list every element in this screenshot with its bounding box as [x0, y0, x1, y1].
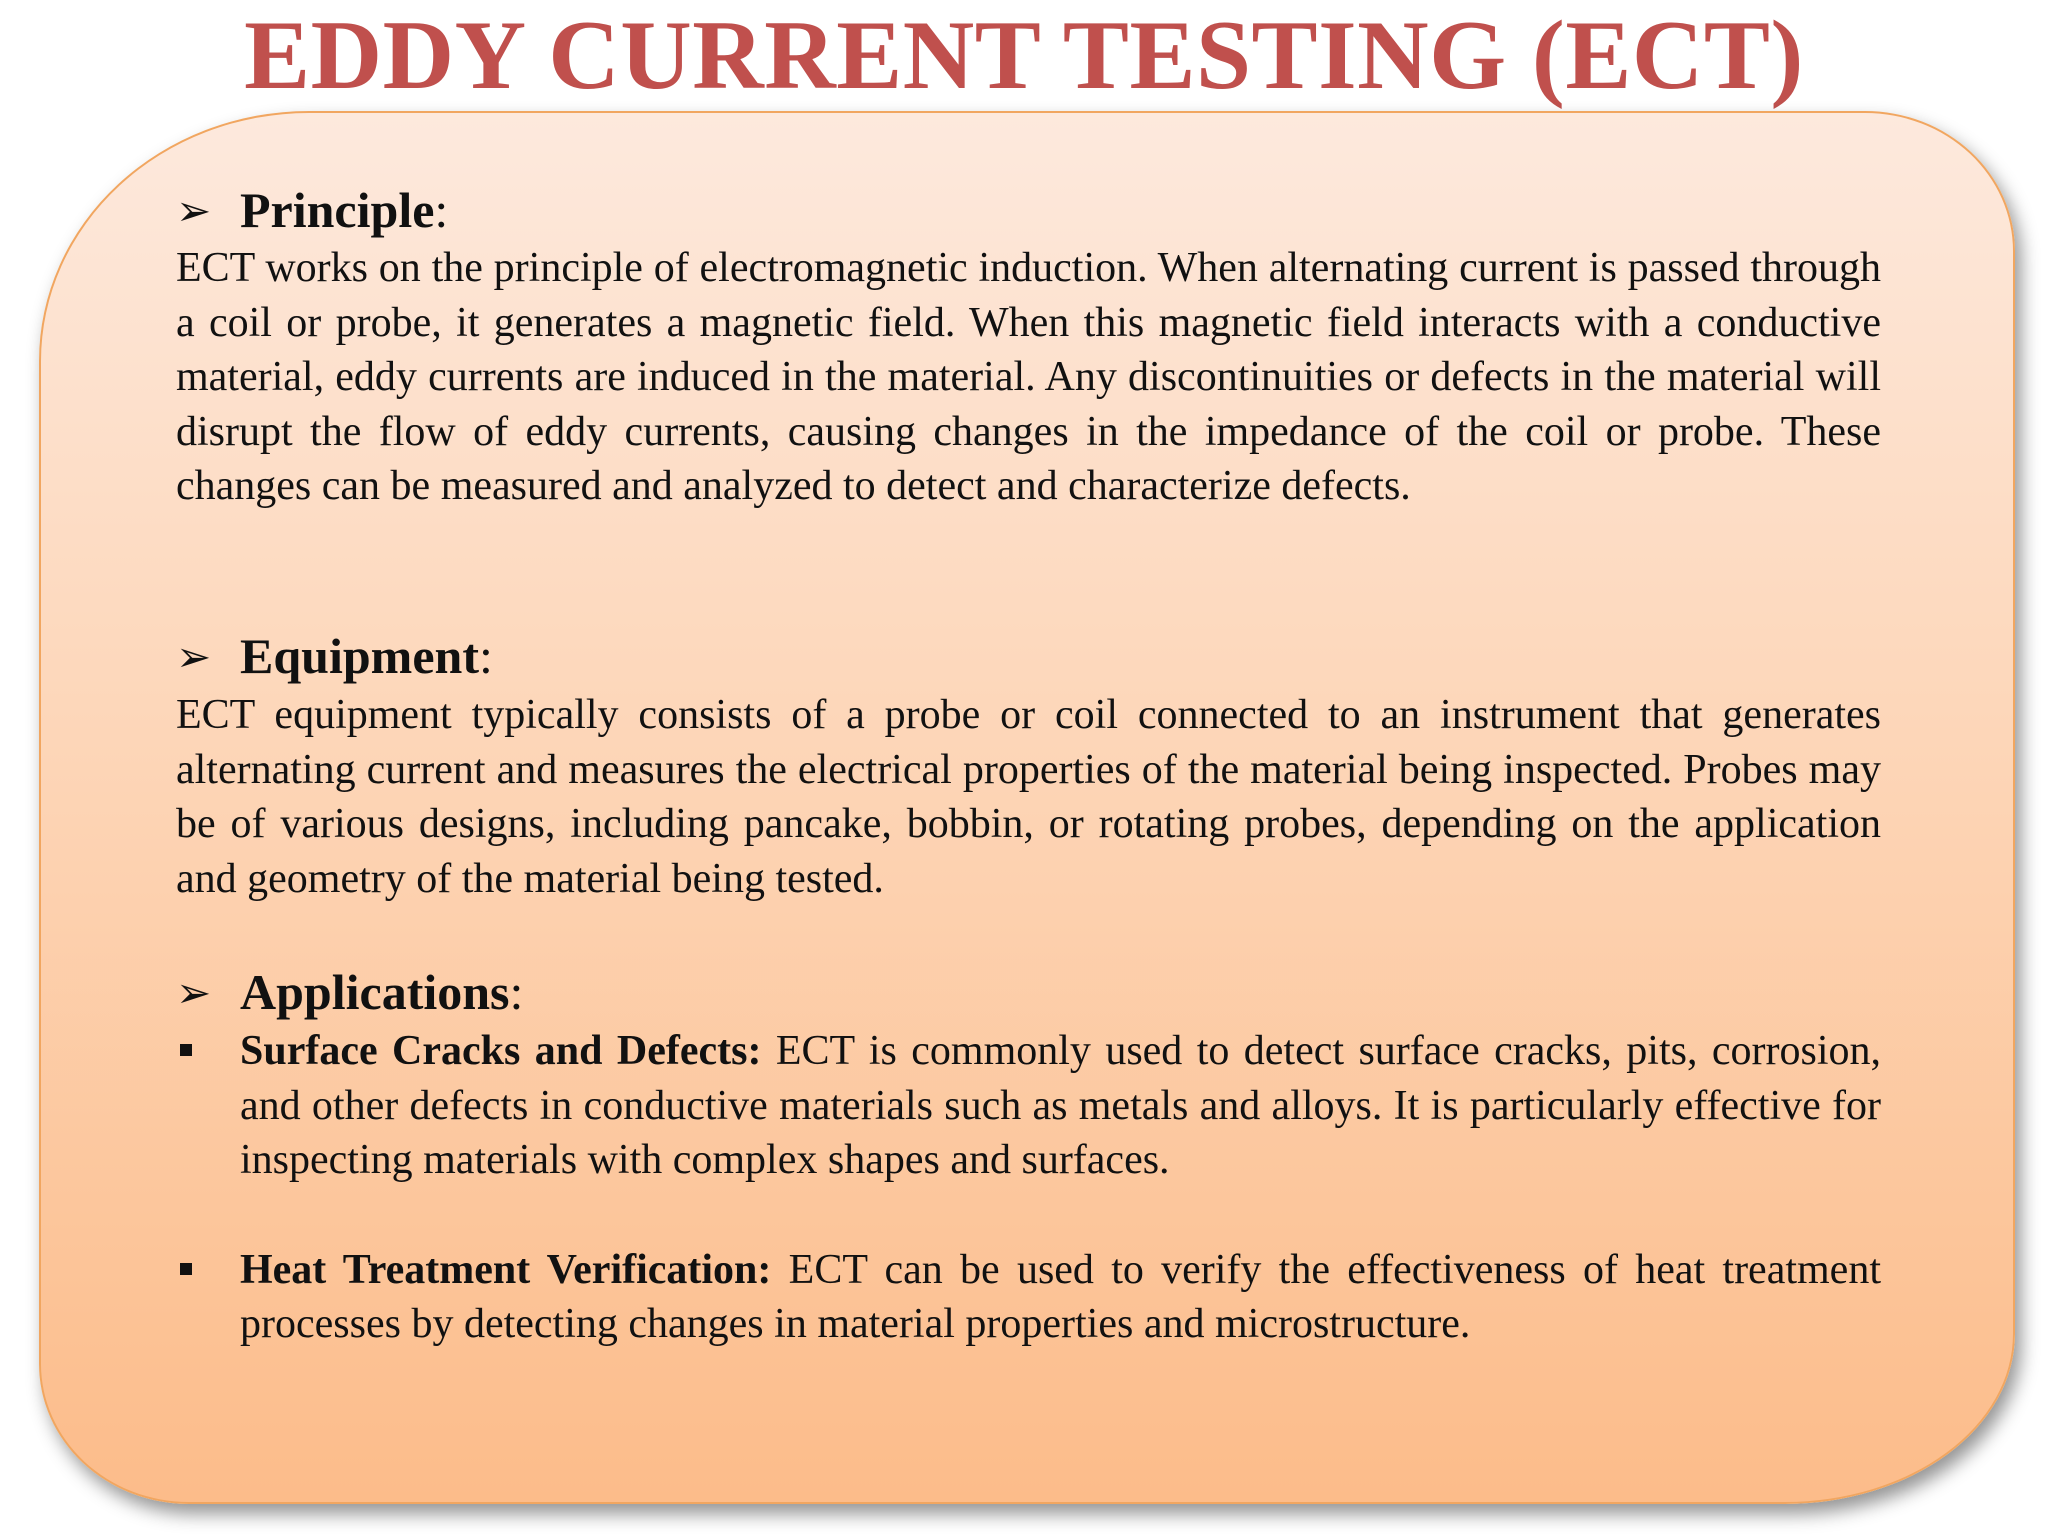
principle-paragraph: ECT works on the principle of electromagnetic induction. When alternating current is passed through a coil or probe, it generates a magnetic field. When this magnetic field interacts with a conductive material, eddy currents are induced in the material. Any discontinuities or defects in the material will disrupt the flow of eddy currents, causing changes in the impedance of the coil or probe. These changes can be measured and analyzed to detect and characterize defects. — [176, 245, 1881, 510]
equipment-heading-colon: : — [478, 628, 493, 684]
application-term: Heat Treatment Verification: — [240, 1246, 772, 1293]
application-term: Surface Cracks and Defects: — [240, 1028, 762, 1074]
applications-heading-colon: : — [509, 964, 524, 1020]
applications-heading-label: Applications — [240, 964, 510, 1020]
application-description: ECT can be used to verify the effectiveness of heat treatment processes by detecting changes in material properties and microstructure. — [240, 1246, 1881, 1348]
arrow-bullet-icon: ➢ — [176, 635, 212, 681]
application-description: ECT is commonly used to detect surface cracks, pits, corrosion, and other defects in conductive materials such as metals and alloys. It is particularly effective for inspecting materials with complex shapes and surfaces. — [240, 1028, 1881, 1184]
list-item — [176, 1243, 1881, 1352]
applications-list — [176, 1024, 1881, 1352]
principle-heading-label: Principle — [240, 182, 435, 238]
equipment-heading-label: Equipment — [240, 628, 479, 684]
equipment-heading — [176, 626, 493, 688]
equipment-paragraph: ECT equipment typically consists of a probe or coil connected to an instrument that generates alternating current and measures the electrical properties of the material being inspected. Probes may be of various designs, including pancake, bobbin, or rotating probes, depending on the application and geometry of the material being tested. — [176, 692, 1881, 902]
principle-heading-colon: : — [434, 182, 449, 238]
list-item — [176, 1024, 1881, 1188]
square-bullet-icon — [180, 1263, 192, 1275]
principle-heading — [176, 180, 448, 242]
applications-heading — [176, 962, 523, 1024]
arrow-bullet-icon: ➢ — [176, 971, 212, 1017]
slide-title: EDDY CURRENT TESTING (ECT) — [244, 1, 1804, 110]
arrow-bullet-icon: ➢ — [176, 189, 212, 235]
square-bullet-icon — [180, 1044, 192, 1056]
